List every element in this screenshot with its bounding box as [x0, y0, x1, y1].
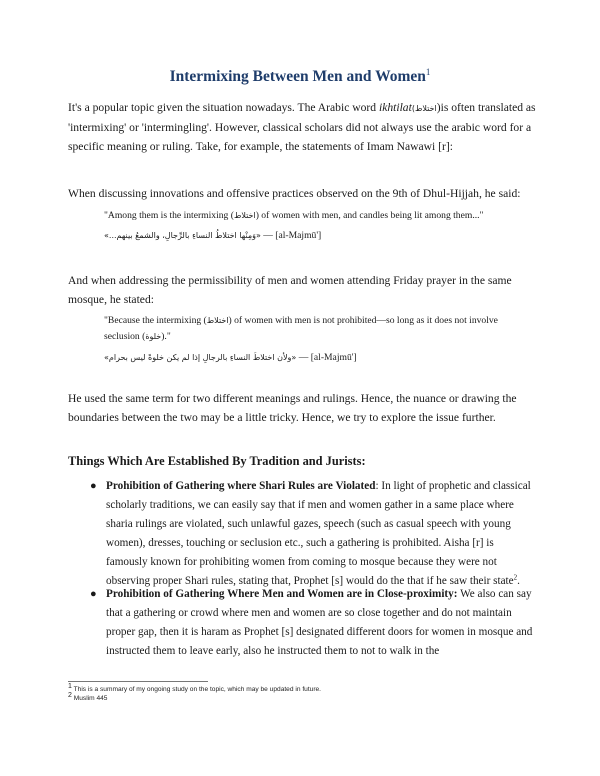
footnote-divider	[68, 681, 208, 682]
dhul-hijjah-lead: When discussing innovations and offensive practices observed on the 9th of Dhul-Hijjah, he said:	[68, 187, 521, 200]
page-title: Intermixing Between Men and Women$^1$	[169, 66, 431, 85]
bullet-dot-icon: ●	[90, 480, 97, 492]
dhul-hijjah-quote: "Among them is the intermixing (اختلاط) of women with men, and candles being lit among them..."	[104, 210, 484, 221]
dhul-hijjah-arabic-quote: «...وَمِنْها اختلاطُ النساءِ بالرِّجالِ، والشمعُ بينهم» — [al-Majmū']	[104, 230, 322, 241]
footnote-ref: 2	[513, 573, 518, 582]
friday-lead: And when addressing the permissibility of men and women attending Friday prayer in the same mosque, he stated:	[68, 274, 512, 306]
list-item: Prohibition of Gathering where Shari Rules are Violated: In light of prophetic and classical scholarly traditions, we can easily say that if men and women gather in a same place where sharia rulings are violated, such unlawful gazes, speech (such as casual speech with young women), dresses, touching or seclusion etc., such a gathering is prohibited. Aisha [r] is famously known for prohibiting women from coming to mosque because they were not observing proper Shari rules, stating that, Prophet [s] would do the that if he saw their state$^2$.	[106, 480, 531, 587]
citation: — [al-Majmū']	[296, 352, 357, 363]
list-item: Prohibition of Gathering Where Men and Women are in Close-proximity: We also can say that a gathering or crowd where men and women are so close together and do not maintain proper gap, then it is haram as Prophet [s] designated different doors for women in mosque and instructed them to leave early, also he instructed them to not to walk in the	[106, 588, 533, 657]
bullet-dot-icon: ●	[90, 588, 97, 600]
footnote-2: $^2$ Muslim 445	[68, 691, 108, 702]
intro-paragraph: It's a popular topic given the situation nowadays. The Arabic word ikhtilat(اختلاط)is often translated as 'intermixing' or 'intermingling'. However, classical scholars did not always use the arabic word for a specific meaning or ruling. Take, for example, the statements of Imam Nawawi [r]:	[68, 101, 536, 153]
term-ikhtilat: ikhtilat	[378, 101, 412, 114]
summary-paragraph: He used the same term for two different meanings and rulings. Hence, the nuance or drawing the boundaries between the two may be a little tricky. Hence, we try to explore the issue further.	[68, 392, 517, 424]
title-footnote-mark: 1	[425, 66, 431, 77]
friday-arabic-quote: «ولأن اختلاطَ النساءِ بالرجالِ إذا لم يكن خلوةً ليس بحرام» — [al-Majmū']	[104, 352, 357, 363]
footnote-1: $^1$ This is a summary of my ongoing study on the topic, which may be updated in future.	[68, 682, 322, 693]
section-heading: Things Which Are Established By Tradition and Jurists:	[68, 454, 366, 468]
arabic-term: (اختلاط	[411, 104, 437, 113]
friday-quote: "Because the intermixing (اختلاط) of women with men is not prohibited—so long as it does not involve seclusion (خلوة)."	[104, 315, 498, 342]
citation: — [al-Majmū']	[260, 230, 322, 241]
